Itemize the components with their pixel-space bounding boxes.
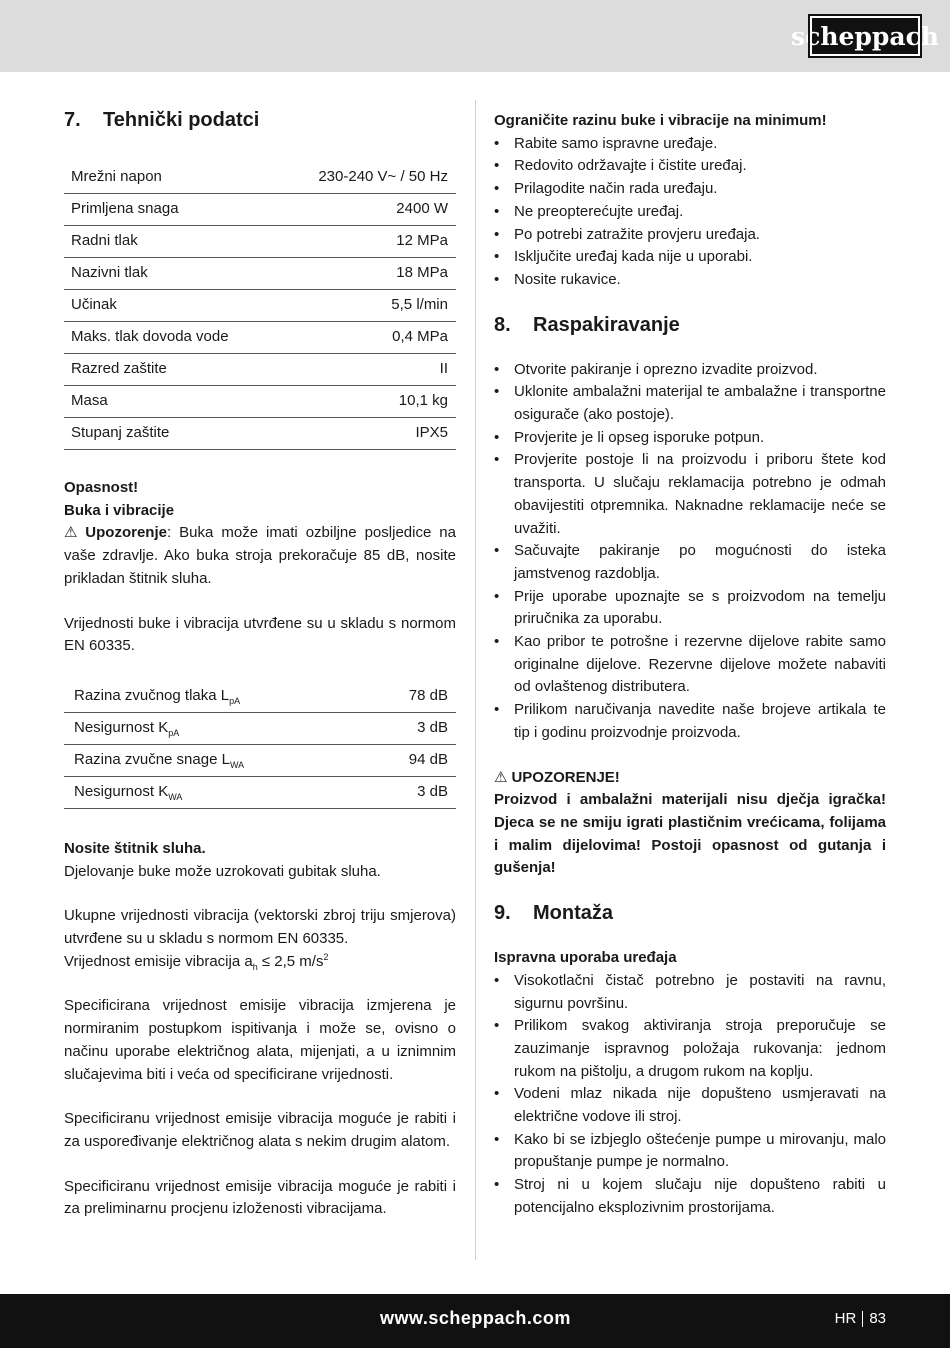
list-item: • Ne preopterećujte uređaj. (494, 202, 684, 220)
spec-label: Masa (64, 386, 277, 418)
list-item: • Prije uporabe upoznajte se s proizvodom na temelju priručnika za uporabu. (494, 587, 886, 628)
list-item: • Provjerite je li opseg isporuke potpun. (494, 428, 765, 446)
right-column (494, 100, 886, 1220)
child-warning-title: ⚠ UPOZORENJE! (494, 768, 620, 786)
list-item: • Vodeni mlaz nikada nije dopušteno usmjeravati na električne vodove ili stroj. (494, 1085, 886, 1126)
list-item: • Kako bi se izbjeglo oštećenje pumpe u mirovanju, malo propuštanje pumpe je normalno. (494, 1130, 886, 1171)
spec-value: 12 MPa (277, 226, 456, 258)
footer-bar (0, 1294, 950, 1348)
spec-label: Razred zaštite (64, 354, 277, 386)
table-row (64, 712, 456, 744)
spec-value: 5,5 l/min (277, 290, 456, 322)
unpacking-list (494, 359, 886, 745)
list-item: • Sačuvajte pakiranje po mogućnosti do isteka jamstvenog razdoblja. (494, 542, 886, 582)
spec-value: 2400 W (277, 194, 456, 226)
ear-protection-text: Djelovanje buke može uzrokovati gubitak sluha. (64, 862, 381, 880)
left-column (64, 100, 456, 1221)
column-divider (475, 100, 476, 1260)
vibration-text-4: Specificiranu vrijednost emisije vibracija moguće je rabiti i za preliminarnu procjenu izloženosti vibracijama. (64, 1177, 456, 1218)
list-item: • Prilikom naručivanja navedite naše brojeve artikala te tip i godinu proizvodnje proizvoda. (494, 701, 886, 741)
vibration-text-1: Ukupne vrijednosti vibracija (vektorski zbroj triju smjerova) utvrđene su u skladu s normom EN 60335. (64, 907, 456, 948)
table-row (64, 322, 456, 354)
noise-value: 3 dB (365, 712, 456, 744)
table-row (64, 681, 456, 713)
table-row (64, 258, 456, 290)
section-9-heading (494, 900, 886, 926)
spec-value: 18 MPa (277, 258, 456, 290)
minimize-list (494, 133, 886, 292)
spec-value: 230-240 V~ / 50 Hz (277, 162, 456, 194)
table-row (64, 744, 456, 776)
table-row (64, 162, 456, 194)
section-title: Montaža (533, 902, 613, 925)
list-item: • Po potrebi zatražite provjeru uređaja. (494, 225, 760, 243)
header-bar (0, 0, 950, 72)
noise-label: Nesigurnost $K_{WA}$ (64, 776, 365, 808)
child-warning-text: Proizvod i ambalažni materijali nisu dječja igračka! Djeca se ne smiju igrati plastičnim vrećicama, folijama i malim dijelovima! Postoji opasnost od gutanja i gušenja! (494, 791, 886, 877)
table-row (64, 354, 456, 386)
table-row (64, 194, 456, 226)
language-code: HR (834, 1310, 857, 1327)
minimize-title: Ograničite razinu buke i vibracije na minimum! (494, 112, 827, 129)
page-separator (862, 1311, 863, 1327)
noise-label: Razina zvučne snage $L_{WA}$ (64, 744, 365, 776)
noise-value: 78 dB (365, 681, 456, 713)
footer-url: www.scheppach.com (380, 1308, 571, 1328)
spec-label: Mrežni napon (64, 162, 277, 194)
list-item: • Uklonite ambalažni materijal te ambalažne i transportne osigurače (ako postoje). (494, 383, 886, 424)
noise-norm-text: Vrijednosti buke i vibracija utvrđene su u skladu s normom EN 60335. (64, 614, 456, 655)
ear-protection-title: Nosite štitnik sluha. (64, 839, 206, 857)
list-item: • Visokotlačni čistač potrebno je postaviti na ravnu, sigurnu površinu. (494, 971, 886, 1012)
vibration-text-3: Specificiranu vrijednost emisije vibracija moguće je rabiti i za uspoređivanje električnog alata s nekim drugim alatom. (64, 1110, 456, 1150)
section-8-heading (494, 312, 886, 338)
noise-title: Buka i vibracije (64, 501, 175, 519)
noise-value: 3 dB (365, 776, 456, 808)
section-number: 7. (64, 109, 81, 131)
spec-value: II (277, 354, 456, 386)
table-row (64, 418, 456, 450)
table-row (64, 226, 456, 258)
list-item: • Isključite uređaj kada nije u uporabi. (494, 248, 753, 266)
brand-logo: scheppach (810, 16, 920, 56)
spec-value: 0,4 MPa (277, 322, 456, 354)
list-item: • Provjerite postoje li na proizvodu i priboru štete kod transporta. U slučaju reklamacija potrebno je odmah obavijestiti otpremnika. Naknadne reklamacije neće se uvažiti. (494, 451, 886, 537)
noise-label: Nesigurnost $K_{pA}$ (64, 712, 365, 744)
vibration-emission: Vrijednost emisije vibracija $a_h \le 2,5$ $m/s^2$ (64, 951, 329, 972)
noise-table (64, 681, 456, 809)
list-item: • Rabite samo ispravne uređaje. (494, 134, 718, 152)
table-row (64, 386, 456, 418)
spec-label: Stupanj zaštite (64, 418, 277, 450)
vibration-text-2: Specificirana vrijednost emisije vibracija izmjerena je normiranim postupkom ispitivanja i može se, ovisno o načinu uporabe električnog alata, mijenjati, a u iznimnim slučajevima biti i veća od specificirane vrijednosti. (64, 997, 456, 1083)
section-title: Raspakiravanje (533, 313, 680, 336)
section-number: 9. (494, 902, 511, 925)
list-item: • Otvorite pakiranje i oprezno izvadite proizvod. (494, 360, 818, 378)
section-title: Tehnički podatci (103, 109, 260, 131)
noise-label: Razina zvučnog tlaka $L_{pA}$ (64, 681, 365, 713)
spec-label: Radni tlak (64, 226, 277, 258)
section-7-heading (64, 107, 456, 133)
list-item: • Prilikom svakog aktiviranja stroja preporučuje se zauzimanje ispravnog položaja rukovanja: jednom rukom na pištolju, a drugom rukom na koplju. (494, 1017, 886, 1080)
warning-label: Upozorenje (85, 524, 167, 542)
list-item: • Prilagodite način rada uređaju. (494, 180, 718, 198)
spec-label: Nazivni tlak (64, 258, 277, 290)
spec-label: Primljena snaga (64, 194, 277, 226)
warning-triangle-icon: ⚠ (64, 524, 82, 542)
list-item: • Redovito održavajte i čistite uređaj. (494, 157, 747, 175)
spec-table (64, 162, 456, 450)
list-item: • Stroj ni u kojem slučaju nije dopušteno rabiti u potencijalno eksplozivnim prostorijama. (494, 1176, 886, 1216)
spec-label: Maks. tlak dovoda vode (64, 322, 277, 354)
warning-text: : Buka može imati ozbiljne posljedice na vaše zdravlje. Ako buka stroja prekoračuje 85 dB, nosite prikladan štitnik sluha. (64, 524, 456, 587)
assembly-list (494, 970, 886, 1220)
danger-title: Opasnost! (64, 479, 139, 496)
spec-value: 10,1 kg (277, 386, 456, 418)
noise-value: 94 dB (365, 744, 456, 776)
table-row (64, 290, 456, 322)
page-num: 83 (869, 1310, 886, 1327)
list-item: • Nosite rukavice. (494, 270, 621, 288)
list-item: • Kao pribor te potrošne i rezervne dijelove rabite samo originalne dijelove. Rezervne dijelove možete nabaviti od ovlaštenog distributera. (494, 633, 886, 696)
spec-label: Učinak (64, 290, 277, 322)
spec-value: IPX5 (277, 418, 456, 450)
noise-warning (64, 522, 456, 590)
table-row (64, 776, 456, 808)
section-number: 8. (494, 313, 511, 336)
page-number (835, 1310, 886, 1327)
warning-triangle-icon: ⚠ (494, 768, 508, 786)
proper-use-subtitle: Ispravna uporaba uređaja (494, 949, 677, 967)
